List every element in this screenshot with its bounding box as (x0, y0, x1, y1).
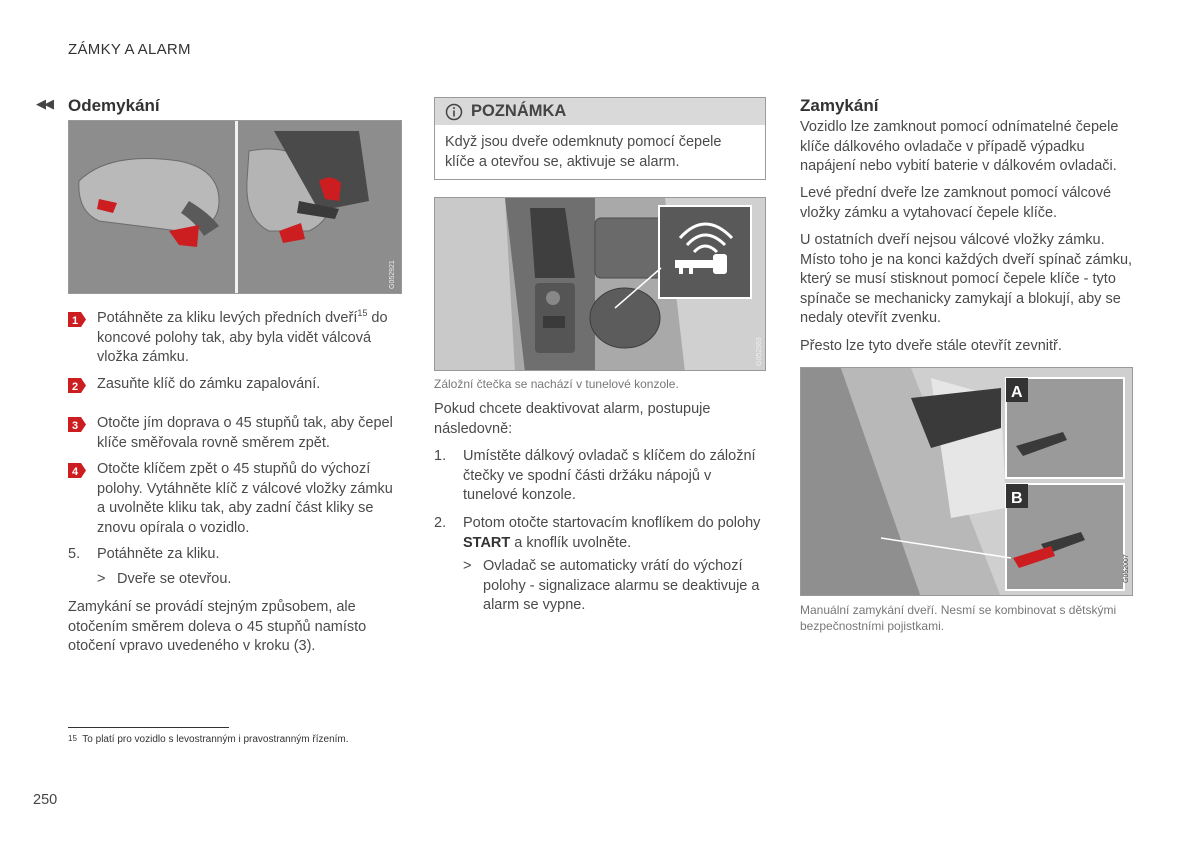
key-reader-inset (659, 206, 751, 298)
double-chevron-left-icon[interactable]: ◀◀ (36, 96, 52, 111)
step-5-result-mark: > (97, 571, 106, 587)
step-2: 2 Zasuňte klíč do zámku zapalování. (68, 375, 403, 395)
label-a: A (1011, 384, 1023, 401)
list-result: Ovladač se automaticky vrátí do výchozí polohy - signalizace alarmu se deaktivuje a alarm se vypne. (483, 558, 760, 613)
figure-code: G052921 (389, 260, 396, 289)
step-badge-2 (68, 378, 86, 393)
note-title: POZNÁMKA (471, 102, 567, 120)
step-4: 4 Otočte klíčem zpět o 45 stupňů do výchozí polohy. Vytáhněte klíč z válcové vložky zámku a uvolněte kliku tak, aby zadní část kliky se znovu opírala o vozidlo. (68, 460, 403, 538)
closing-paragraph: Zamykání se provádí stejným způsobem, ale otočením směrem doleva o 45 stupňů namísto otočení vpravo uvedeného v kroku (3). (68, 599, 367, 654)
locking-paragraph-3: U ostatních dveří nejsou válcové vložky zámku. Místo toho je na konci každých dveří spínač zámku, který se musí stisknout pomocí čepele klíče - tyto spínače se mechanicky zamykají a blokují, aby se nedaly otevřít zvenku. (800, 232, 1133, 326)
step-badge-1 (68, 312, 86, 327)
svg-text:3: 3 (72, 420, 79, 432)
door-handle-figure (68, 120, 402, 294)
footnote: $^{15}$ To platí pro vozidlo s levostranným i pravostranným řízením. (68, 734, 349, 745)
section-header: ZÁMKY A ALARM (68, 41, 191, 58)
backup-reader-figure (434, 197, 766, 371)
door-lock-figure (800, 367, 1133, 596)
list-item-2: 2. Potom otočte startovacím knoflíkem do polohy START a knoflík uvolněte. (434, 515, 761, 551)
step-1: 1 Potáhněte za kliku levých předních dveří$^{15}$ do koncové polohy tak, aby byla vidět válcová vložka zámku. (68, 309, 403, 368)
info-icon (445, 103, 463, 121)
page-number: 250 (33, 792, 58, 808)
unlocking-title: Odemykání (68, 96, 160, 115)
step-5-result: Dveře se otevřou. (117, 571, 232, 587)
door-lock-caption: Manuální zamykání dveří. Nesmí se kombinovat s dětskými bezpečnostními pojistkami. (800, 603, 1117, 633)
deactivate-intro: Pokud chcete deaktivovat alarm, postupuje následovně: (434, 401, 711, 437)
locking-paragraph-1: Vozidlo lze zamknout pomocí odnímatelné čepele klíče dálkového ovladače v případě výpadku napájení nebo vybití baterie v dálkovém ovladači. (800, 119, 1119, 174)
svg-text:4: 4 (72, 466, 79, 478)
backup-reader-caption: Záložní čtečka se nachází v tunelové konzole. (434, 377, 679, 391)
step-badge-4 (68, 463, 86, 478)
svg-text:1: 1 (72, 315, 79, 327)
figure-code: G052983 (756, 337, 763, 366)
note-box (434, 97, 766, 180)
step-5-number: 5. (68, 546, 81, 562)
step-badge-3 (68, 417, 86, 432)
list-item-1: 1. Umístěte dálkový ovladač s klíčem do záložní čtečky ve spodní části držáku nápojů v tunelové konzole. (434, 448, 756, 503)
step-3: 3 Otočte jím doprava o 45 stupňů tak, aby čepel klíče směřovala rovně směrem zpět. (68, 414, 403, 453)
footnote-divider (68, 727, 229, 728)
note-text: Když jsou dveře odemknuty pomocí čepele klíče a otevřou se, aktivuje se alarm. (445, 134, 722, 170)
figure-code: G052007 (1123, 554, 1130, 583)
svg-text:2: 2 (72, 381, 79, 393)
list-result-mark: > (463, 558, 472, 574)
locking-paragraph-4: Přesto lze tyto dveře stále otevřít zevnitř. (800, 338, 1062, 354)
locking-title: Zamykání (800, 96, 879, 115)
note-header (435, 98, 765, 125)
locking-paragraph-2: Levé přední dveře lze zamknout pomocí válcové vložky zámku a vytahovací čepele klíče. (800, 185, 1112, 221)
step-5: Potáhněte za kliku. (97, 546, 220, 562)
label-b: B (1011, 490, 1023, 507)
